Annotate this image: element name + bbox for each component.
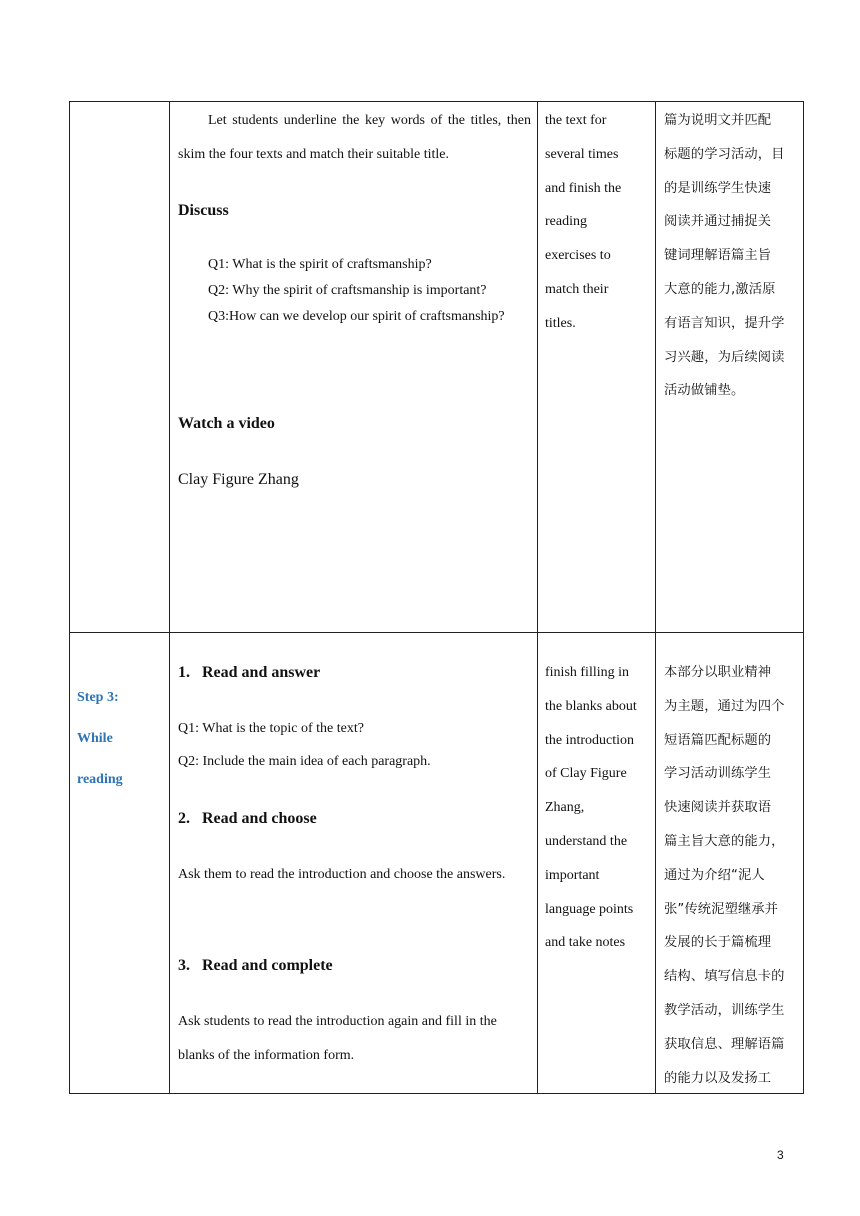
section-title: Read and choose — [202, 810, 317, 827]
purpose-line: 有语言知识，提升学 — [664, 315, 785, 331]
purpose-line: 张”传统泥塑继承并 — [664, 901, 779, 917]
purpose-line: 学习活动训练学生 — [664, 766, 772, 782]
row-divider — [69, 632, 804, 633]
table-border-top — [69, 101, 804, 102]
activity-line: match their — [545, 281, 609, 297]
column-divider-3 — [655, 101, 656, 1094]
activity-line: reading — [545, 214, 587, 230]
purpose-line: 本部分以职业精神 — [664, 665, 772, 680]
section-number: 3. — [178, 957, 190, 974]
discuss-heading: Discuss — [178, 202, 229, 219]
step-label: While — [77, 731, 113, 746]
purpose-cell — [664, 104, 798, 408]
purpose-line: 阅读并通过捕捉关 — [664, 214, 772, 230]
student-activity-cell — [545, 104, 651, 341]
activity-line: of Clay Figure — [545, 766, 627, 782]
video-heading: Watch a video — [178, 415, 275, 432]
section-heading-complete — [178, 949, 333, 983]
activity-line: and finish the — [545, 180, 622, 196]
discuss-question: Q1: What is the spirit of craftsmanship? — [208, 257, 432, 272]
column-divider-2 — [537, 101, 538, 1094]
activity-line: and take notes — [545, 935, 626, 951]
purpose-line: 活动做铺垫。 — [664, 383, 745, 399]
activity-line: the text for — [545, 113, 607, 128]
purpose-line: 的能力以及发扬工 — [664, 1070, 772, 1086]
purpose-line: 短语篇匹配标题的 — [664, 732, 772, 748]
discuss-question: Q3:How can we develop our spirit of craftsmanship? — [208, 309, 505, 324]
activity-line: titles. — [545, 315, 576, 331]
purpose-line: 通过为介绍“泥人 — [664, 867, 765, 883]
purpose-line: 大意的能力,激活原 — [664, 281, 776, 297]
activity-line: the blanks about — [545, 698, 637, 714]
section-title: Read and answer — [202, 664, 321, 681]
section-heading-answer — [178, 656, 320, 690]
video-title: Clay Figure Zhang — [178, 471, 299, 488]
purpose-line: 篇主旨大意的能力， — [664, 833, 785, 849]
section-title: Read and complete — [202, 957, 333, 974]
purpose-line: 为主题，通过为四个 — [664, 698, 785, 714]
complete-instructions: Ask students to read the introduction again and fill in the blanks of the information form. — [178, 1014, 497, 1063]
activity-line: finish filling in — [545, 665, 629, 680]
section-number: 2. — [178, 810, 190, 827]
purpose-line: 发展的长于篇梳理 — [664, 935, 772, 951]
purpose-line: 标题的学习活动，目 — [664, 146, 785, 162]
activity-line: language points — [545, 901, 634, 917]
purpose-line: 习兴趣，为后续阅读 — [664, 349, 785, 365]
section-number: 1. — [178, 664, 190, 681]
table-border-right — [803, 101, 804, 1094]
student-activity-cell — [545, 656, 651, 960]
choose-instructions: Ask them to read the introduction and choose the answers. — [178, 867, 506, 882]
page-number: 3 — [777, 1148, 784, 1162]
column-divider-1 — [169, 101, 170, 1094]
purpose-line: 篇为说明文并匹配 — [664, 113, 772, 128]
activity-line: the introduction — [545, 732, 635, 748]
step-label: reading — [77, 772, 123, 787]
step-label: Step 3: — [77, 690, 119, 705]
activity-line: exercises to — [545, 248, 611, 264]
activity-line: Zhang, — [545, 800, 585, 816]
purpose-cell — [664, 656, 798, 1095]
section-heading-choose — [178, 802, 317, 836]
activity-line: important — [545, 867, 600, 883]
discuss-question: Q2: Why the spirit of craftsmanship is important? — [208, 283, 487, 298]
activity-line: several times — [545, 146, 619, 162]
lesson-plan-table — [69, 101, 804, 1094]
purpose-line: 键词理解语篇主旨 — [664, 248, 772, 264]
activity-line: understand the — [545, 833, 628, 849]
purpose-line: 快速阅读并获取语 — [664, 800, 772, 816]
answer-question: Q1: What is the topic of the text? — [178, 721, 364, 736]
answer-question: Q2: Include the main idea of each paragraph. — [178, 754, 431, 769]
purpose-line: 教学活动，训练学生 — [664, 1002, 785, 1018]
purpose-line: 的是训练学生快速 — [664, 180, 772, 196]
intro-text: Let students underline the key words of the titles, then skim the four texts and match their suitable title. — [178, 113, 531, 162]
table-border-left — [69, 101, 70, 1094]
purpose-line: 获取信息、理解语篇 — [664, 1036, 785, 1052]
purpose-line: 结构、填写信息卡的 — [664, 969, 785, 985]
